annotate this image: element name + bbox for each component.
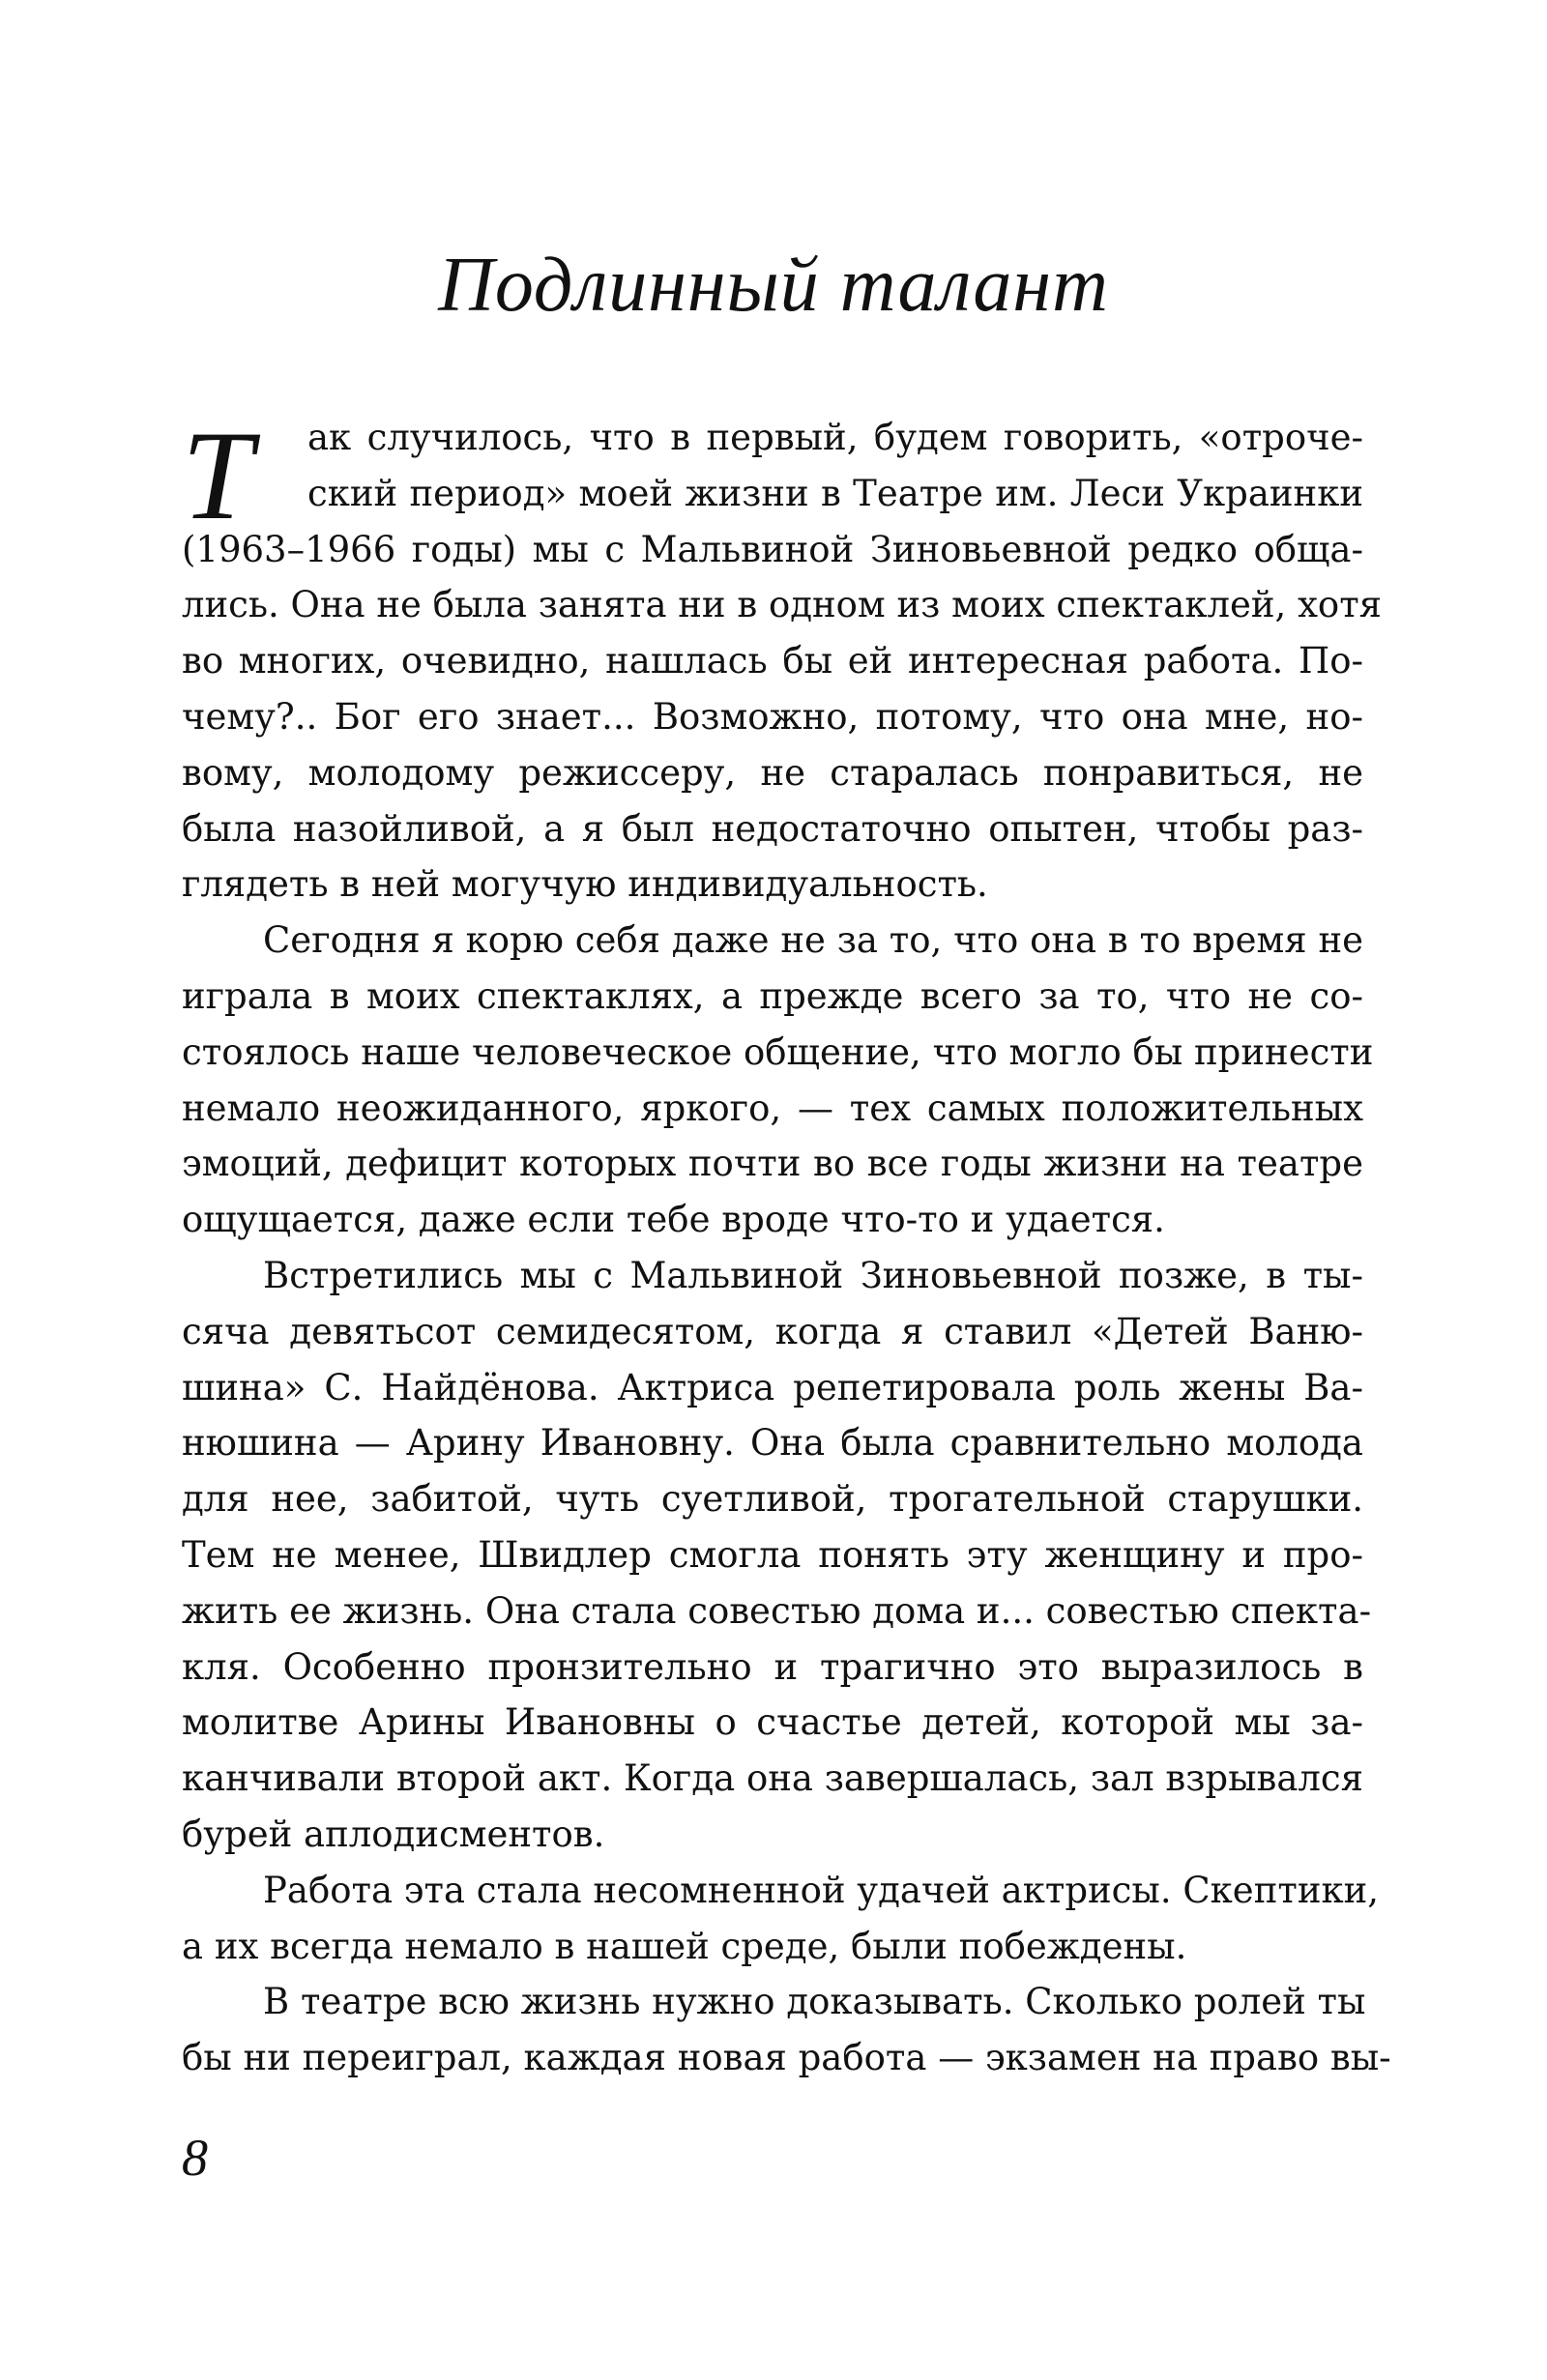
text-line: эмоций, дефицит которых почти во все годы жизни на театре: [182, 1143, 1363, 1185]
text-line: шина» С. Найдёнова. Актриса репетировала роль жены Ва-: [182, 1366, 1363, 1408]
text-line: глядеть в ней могучую индивидуальность.: [182, 863, 988, 906]
text-line: лись. Она не была занята ни в одном из моих спектаклей, хотя: [182, 584, 1383, 626]
text-line: нюшина — Арину Ивановну. Она была сравнительно молода: [182, 1422, 1363, 1465]
drop-cap: Т: [182, 404, 253, 546]
text-line: Встретились мы с Мальвиной Зиновьевной позже, в ты-: [263, 1254, 1363, 1296]
text-line: (1963–1966 годы) мы с Мальвиной Зиновьевной редко обща-: [182, 528, 1363, 570]
text-line: молитве Арины Ивановны о счастье детей, которой мы за-: [182, 1701, 1363, 1744]
text-line: ский период» моей жизни в Театре им. Леси Украинки: [307, 472, 1363, 514]
text-line: кля. Особенно пронзительно и трагично это выразилось в: [182, 1645, 1363, 1688]
page-number: 8: [182, 2129, 208, 2187]
text-line: бурей аплодисментов.: [182, 1813, 605, 1855]
text-line: бы ни переиграл, каждая новая работа — экзамен на право вы-: [182, 2037, 1391, 2079]
text-line: во многих, очевидно, нашлась бы ей интересная работа. По-: [182, 640, 1363, 682]
text-line: жить ее жизнь. Она стала совестью дома и... совестью спекта-: [182, 1589, 1372, 1632]
text-line: ощущается, даже если тебе вроде что-то и удается.: [182, 1199, 1165, 1241]
text-line: чему?.. Бог его знает... Возможно, потому, что она мне, но-: [182, 695, 1363, 738]
text-line: немало неожиданного, яркого, — тех самых положительных: [182, 1087, 1363, 1129]
text-line: вому, молодому режиссеру, не старалась понравиться, не: [182, 751, 1363, 794]
text-line: для нее, забитой, чуть суетливой, трогательной старушки.: [182, 1478, 1363, 1521]
page-title: Подлинный талант: [438, 243, 1109, 328]
text-line: была назойливой, а я был недостаточно опытен, чтобы раз-: [182, 807, 1363, 850]
text-line: стоялось наше человеческое общение, что могло бы принести: [182, 1030, 1374, 1073]
text-line: В театре всю жизнь нужно доказывать. Сколько ролей ты: [263, 1981, 1366, 2023]
text-line: сяча девятьсот семидесятом, когда я ставил «Детей Ваню-: [182, 1310, 1363, 1352]
text-line: Работа эта стала несомненной удачей актрисы. Скептики,: [263, 1869, 1380, 1911]
text-line: а их всегда немало в нашей среде, были побеждены.: [182, 1925, 1187, 1967]
text-line: играла в моих спектаклях, а прежде всего за то, что не со-: [182, 974, 1363, 1017]
text-line: Сегодня я корю себя даже не за то, что она в то время не: [263, 919, 1363, 962]
text-line: канчивали второй акт. Когда она завершалась, зал взрывался: [182, 1757, 1363, 1800]
text-line: Тем не менее, Швидлер смогла понять эту женщину и про-: [182, 1533, 1363, 1576]
text-line: ак случилось, что в первый, будем говорить, «отроче-: [307, 417, 1363, 458]
body-text: [182, 404, 1391, 2086]
